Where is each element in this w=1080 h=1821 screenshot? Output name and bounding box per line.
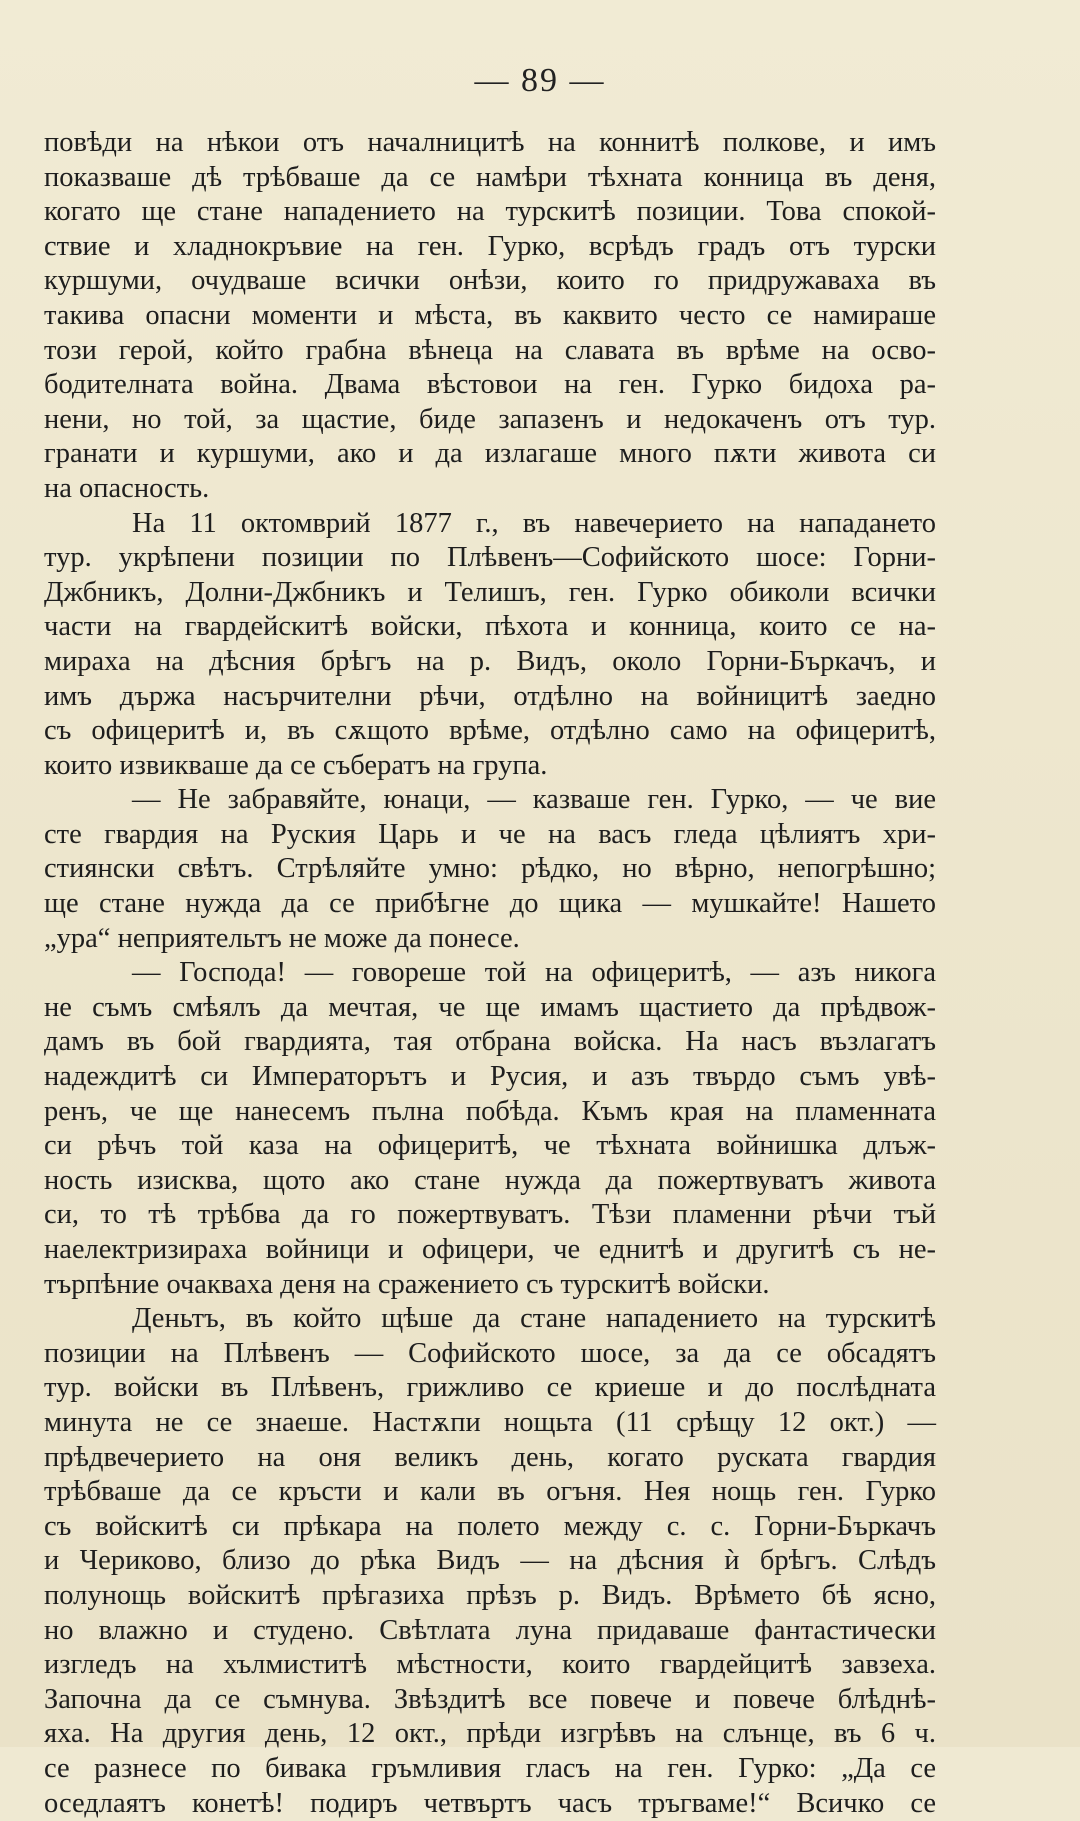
text-line: повѣди на нѣкои отъ началницитѣ на коннитѣ полкове, и имъ [44, 126, 936, 161]
page-number: — 89 — [0, 62, 1080, 100]
text-line: полунощь войскитѣ прѣгазиха прѣзъ р. Видъ. Врѣмето бѣ ясно, [44, 1579, 936, 1614]
text-line: надеждитѣ си Императорътъ и Русия, и азъ твърдо съмъ увѣ- [44, 1060, 936, 1095]
text-line: „ура“ неприятельтъ не може да понесе. [44, 922, 936, 957]
text-line: тур. укрѣпени позиции по Плѣвенъ—Софийското шосе: Горни- [44, 541, 936, 576]
text-line: гранати и куршуми, ако и да излагаше много пѫти живота си [44, 437, 936, 472]
text-line: ренъ, че ще нанесемъ пълна побѣда. Къмъ края на пламенната [44, 1095, 936, 1130]
text-line: на опасность. [44, 472, 936, 507]
body-text [44, 126, 936, 1821]
text-line: позиции на Плѣвенъ — Софийското шосе, за да се обсадятъ [44, 1337, 936, 1372]
text-line: — Господа! — говореше той на офицеритѣ, — азъ никога [44, 956, 936, 991]
text-line: такива опасни моменти и мѣста, въ каквито често се намираше [44, 299, 936, 334]
text-line: показваше дѣ трѣбваше да се намѣри тѣхната конница въ деня, [44, 161, 936, 196]
text-line: ще стане нужда да се прибѣгне до щика — мушкайте! Нашето [44, 887, 936, 922]
text-line: — Не забравяйте, юнаци, — казваше ген. Гурко, — че вие [44, 783, 936, 818]
text-line: Деньтъ, въ който щѣше да стане нападението на турскитѣ [44, 1302, 936, 1337]
text-line: и Чериково, близо до рѣка Видъ — на дѣсния ѝ брѣгъ. Слѣдъ [44, 1544, 936, 1579]
text-line: се разнесе по бивака гръмливия гласъ на ген. Гурко: „Да се [44, 1752, 936, 1787]
text-line: минута не се знаеше. Настѫпи нощьта (11 срѣщу 12 окт.) — [44, 1406, 936, 1441]
text-line: не съмъ смѣялъ да мечтая, че ще имамъ щастието да прѣдвож- [44, 991, 936, 1026]
text-line: На 11 октомврий 1877 г., въ навечерието на нападането [44, 507, 936, 542]
text-line: куршуми, очудваше всички онѣзи, които го придружаваха въ [44, 264, 936, 299]
text-line: наелектризираха войници и офицери, че еднитѣ и другитѣ съ не- [44, 1233, 936, 1268]
text-line: когато ще стане нападението на турскитѣ позиции. Това спокой- [44, 195, 936, 230]
text-line: съ офицеритѣ и, въ сѫщото врѣме, отдѣлно само на офицеритѣ, [44, 714, 936, 749]
text-line: дамъ въ бой гвардията, тая отбрана войска. На насъ възлагатъ [44, 1025, 936, 1060]
text-line: имъ държа насърчителни рѣчи, отдѣлно на войницитѣ заедно [44, 680, 936, 715]
text-line: но влажно и студено. Свѣтлата луна придаваше фантастически [44, 1614, 936, 1649]
text-line: си рѣчъ той каза на офицеритѣ, че тѣхната войнишка длъж- [44, 1129, 936, 1164]
text-line: Започна да се съмнува. Звѣздитѣ все повече и повече блѣднѣ- [44, 1683, 936, 1718]
text-line: ность изисква, щото ако стане нужда да пожертвуватъ живота [44, 1164, 936, 1199]
text-line: трѣбваше да се кръсти и кали въ огъня. Нея нощь ген. Гурко [44, 1475, 936, 1510]
text-line: Джбникъ, Долни-Джбникъ и Телишъ, ген. Гурко обиколи всички [44, 576, 936, 611]
text-line: яха. На другия день, 12 окт., прѣди изгрѣвъ на слънце, въ 6 ч. [44, 1717, 936, 1752]
text-line: си, то тѣ трѣбва да го пожертвуватъ. Тѣзи пламенни рѣчи тъй [44, 1198, 936, 1233]
text-line: части на гвардейскитѣ войски, пѣхота и конница, които се на- [44, 610, 936, 645]
text-line: търпѣние очакваха деня на сражението съ турскитѣ войски. [44, 1268, 936, 1303]
text-line: мираха на дѣсния брѣгъ на р. Видъ, около Горни-Бъркачъ, и [44, 645, 936, 680]
text-line: стиянски свѣтъ. Стрѣляйте умно: рѣдко, но вѣрно, непогрѣшно; [44, 852, 936, 887]
text-line: този герой, който грабна вѣнеца на славата въ врѣме на осво- [44, 334, 936, 369]
text-line: сте гвардия на Руския Царь и че на васъ гледа цѣлиятъ хри- [44, 818, 936, 853]
text-line: съ войскитѣ си прѣкара на полето между с. с. Горни-Бъркачъ [44, 1510, 936, 1545]
text-line: изгледъ на хълмиститѣ мѣстности, които гвардейцитѣ завзеха. [44, 1648, 936, 1683]
text-line: тур. войски въ Плѣвенъ, грижливо се криеше и до послѣдната [44, 1371, 936, 1406]
text-line: ствие и хладнокръвие на ген. Гурко, всрѣдъ градъ отъ турски [44, 230, 936, 265]
text-line: прѣдвечерието на оня великъ день, когато руската гвардия [44, 1441, 936, 1476]
text-line: нени, но той, за щастие, биде запазенъ и недокаченъ отъ тур. [44, 403, 936, 438]
text-line: оседлаятъ конетѣ! подиръ четвъртъ часъ тръгваме!“ Всичко се [44, 1787, 936, 1821]
text-line: бодителната война. Двама вѣстовои на ген. Гурко бидоха ра- [44, 368, 936, 403]
text-line: които извикваше да се събератъ на група. [44, 749, 936, 784]
